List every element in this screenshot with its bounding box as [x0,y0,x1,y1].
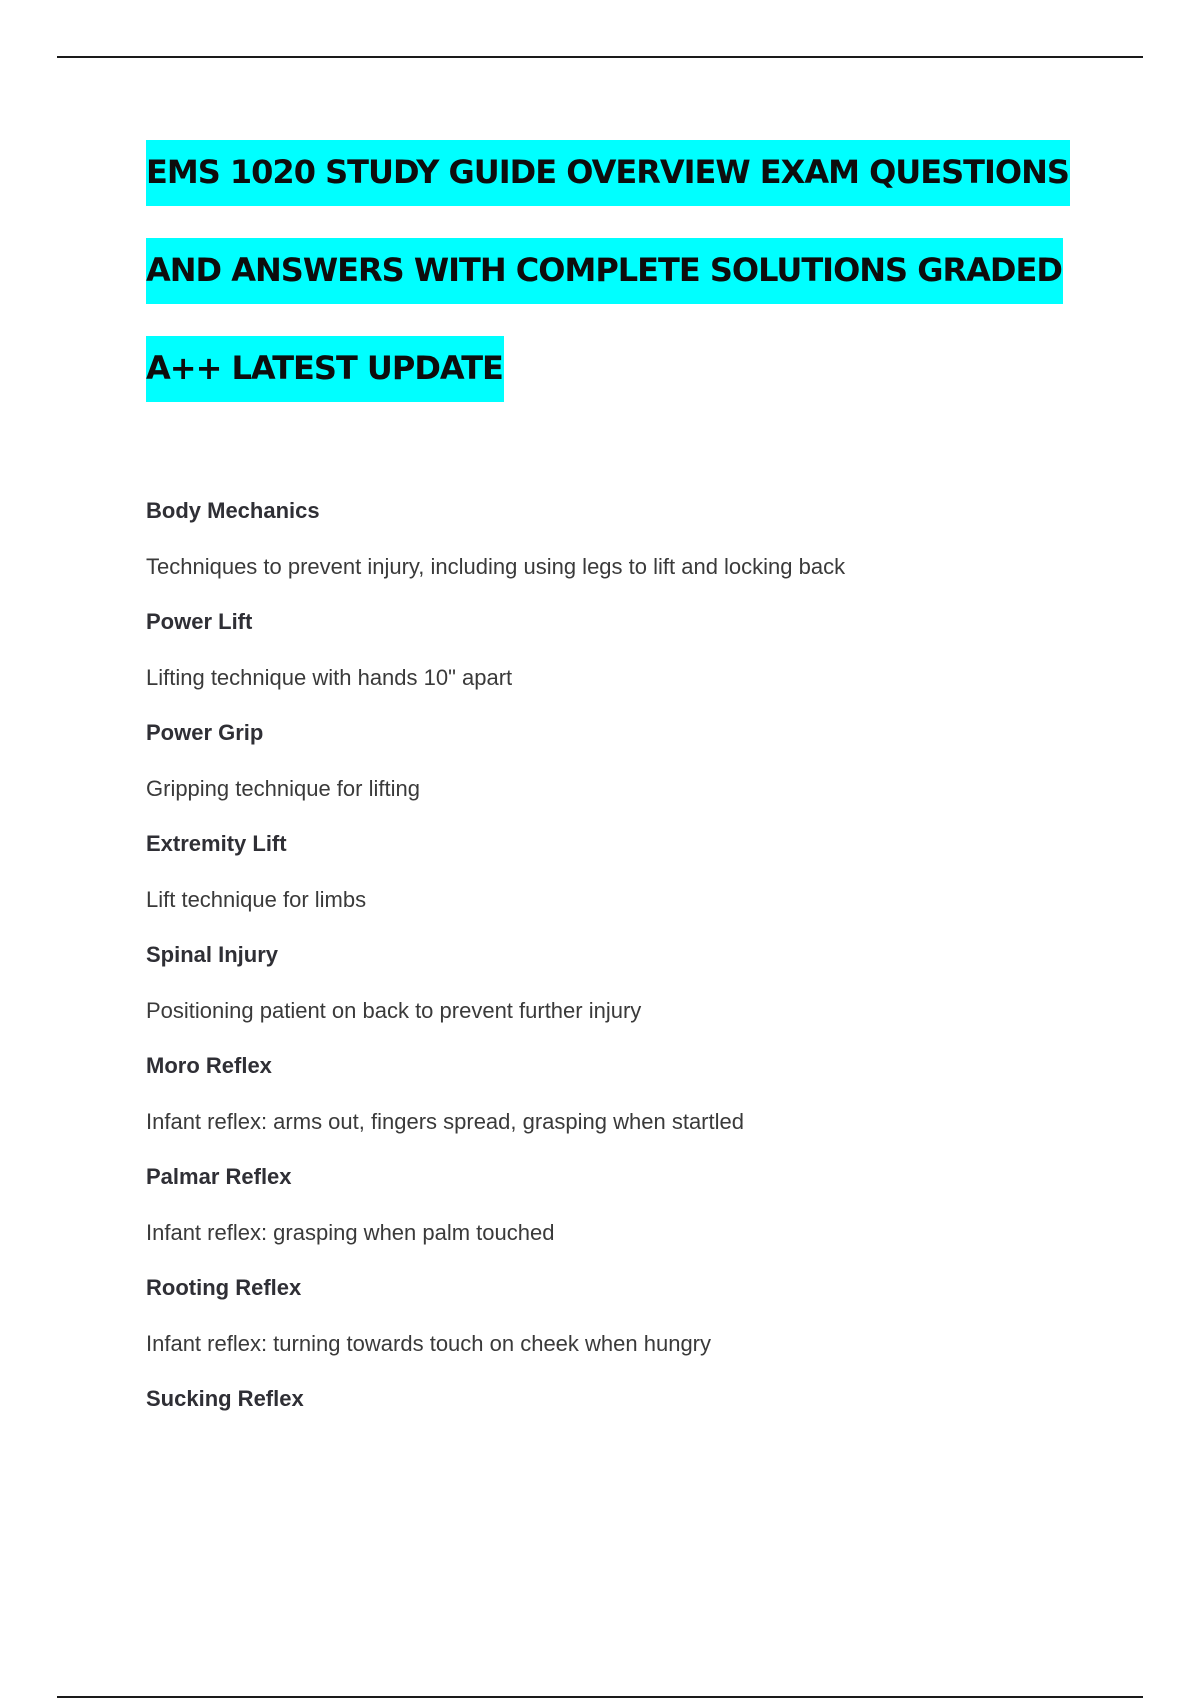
term-definition: Gripping technique for lifting [146,776,420,801]
term-heading: Palmar Reflex [146,1164,292,1189]
list-item [146,716,1106,827]
list-item [146,938,1106,1049]
list-item [146,605,1106,716]
term-definition: Lifting technique with hands 10" apart [146,665,513,690]
title-line-text: EMS 1020 STUDY GUIDE OVERVIEW EXAM QUESTIONS [146,140,1070,206]
header-divider [57,56,1143,58]
document-title [146,140,1146,434]
footer-divider [57,1696,1143,1698]
title-line [146,140,1146,238]
term-definition: Infant reflex: arms out, fingers spread, grasping when startled [146,1109,744,1134]
term-heading: Sucking Reflex [146,1386,304,1411]
term-definition: Lift technique for limbs [146,887,367,912]
term-heading: Spinal Injury [146,942,279,967]
term-heading: Body Mechanics [146,498,320,523]
term-definition: Infant reflex: turning towards touch on cheek when hungry [146,1331,712,1356]
term-heading: Rooting Reflex [146,1275,302,1300]
term-heading: Power Lift [146,609,253,634]
list-item [146,1049,1106,1160]
title-line-text: A++ LATEST UPDATE [146,336,504,402]
term-heading: Power Grip [146,720,264,745]
title-line-text: AND ANSWERS WITH COMPLETE SOLUTIONS GRADED [146,238,1063,304]
term-heading: Extremity Lift [146,831,287,856]
list-item [146,1382,1106,1438]
list-item [146,827,1106,938]
term-definition-list [146,494,1106,1438]
title-line [146,336,1146,434]
term-definition: Infant reflex: grasping when palm touched [146,1220,555,1245]
term-definition: Positioning patient on back to prevent further injury [146,998,642,1023]
title-line [146,238,1146,336]
term-definition: Techniques to prevent injury, including using legs to lift and locking back [146,554,846,579]
term-heading: Moro Reflex [146,1053,272,1078]
list-item [146,1271,1106,1382]
list-item [146,494,1106,605]
list-item [146,1160,1106,1271]
